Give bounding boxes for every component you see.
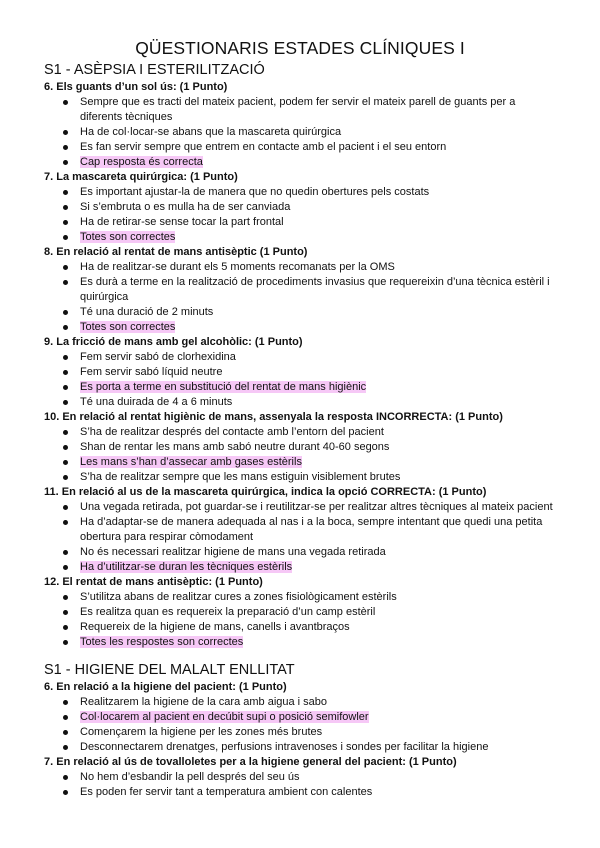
document-body [44, 62, 556, 800]
answer-text: Ha d’utilitzar-se duran les tècniques estèrils [80, 561, 293, 573]
answer-option [80, 470, 556, 485]
page-title: QÜESTIONARIS ESTADES CLÍNIQUES I [135, 38, 465, 58]
question-text: 7. La mascareta quirúrgica: (1 Punto) [44, 171, 238, 183]
answer-text: Una vegada retirada, pot guardar-se i reutilitzar-se per realitzar altres tècniques al mateix pacient [80, 501, 553, 513]
answer-option [80, 785, 556, 800]
question-text: 12. El rentat de mans antisèptic: (1 Punto) [44, 576, 263, 588]
answer-text: Començarem la higiene per les zones més brutes [80, 726, 323, 738]
answer-option [80, 695, 556, 710]
answer-option [80, 215, 556, 230]
answer-option [80, 545, 556, 560]
answer-option [80, 605, 556, 620]
answer-text: Fem servir sabó de clorhexidina [80, 351, 236, 363]
answer-list [44, 770, 556, 800]
answer-text: Totes son correctes [80, 231, 176, 243]
answer-text: No hem d’esbandir la pell després del seu ús [80, 771, 300, 783]
section-heading: S1 - ASÈPSIA I ESTERILITZACIÓ [44, 62, 265, 78]
answer-option-correct [80, 455, 556, 470]
answer-text: S’ha de realitzar sempre que les mans estiguin visiblement brutes [80, 471, 401, 483]
answer-list [44, 695, 556, 755]
answer-text: Ha de realitzar-se durant els 5 moments recomanats per la OMS [80, 261, 395, 273]
answer-option-correct [80, 320, 556, 335]
answer-option [80, 425, 556, 440]
answer-text: Ha de retirar-se sense tocar la part frontal [80, 216, 284, 228]
answer-text: Si s’embruta o es mulla ha de ser canviada [80, 201, 291, 213]
answer-text: Les mans s’han d’assecar amb gases estèrils [80, 456, 302, 468]
answer-option [80, 440, 556, 455]
answer-option [80, 740, 556, 755]
answer-option-correct [80, 635, 556, 650]
answer-text: Totes les respostes son correctes [80, 636, 244, 648]
question-text: 7. En relació al ús de tovalloletes per a la higiene general del pacient: (1 Punto) [44, 756, 457, 768]
answer-option [80, 125, 556, 140]
answer-text: Desconnectarem drenatges, perfusions intravenoses i sondes per facilitar la higiene [80, 741, 489, 753]
answer-text: Es poden fer servir tant a temperatura ambient con calentes [80, 786, 373, 798]
answer-text: S’ha de realitzar després del contacte amb l’entorn del pacient [80, 426, 384, 438]
answer-option-correct [80, 380, 556, 395]
answer-text: Es realitza quan es requereix la preparació d’un camp estèril [80, 606, 376, 618]
answer-text: Col·locarem al pacient en decúbit supi o posició semifowler [80, 711, 369, 723]
answer-text: Realitzarem la higiene de la cara amb aigua i sabo [80, 696, 328, 708]
answer-text: Fem servir sabó líquid neutre [80, 366, 223, 378]
question-text: 9. La fricció de mans amb gel alcohòlic: (1 Punto) [44, 336, 303, 348]
answer-text: Es durà a terme en la realització de procediments invasius que requereixin d’una tècnica estèril i quirúrgica [80, 276, 550, 303]
answer-option [80, 725, 556, 740]
answer-option [80, 620, 556, 635]
question-text: 11. En relació al us de la mascareta quirúrgica, indica la opció CORRECTA: (1 Punto) [44, 486, 487, 498]
question-text: 10. En relació al rentat higiènic de mans, assenyala la resposta INCORRECTA: (1 Punto) [44, 411, 503, 423]
answer-text: Es fan servir sempre que entrem en contacte amb el pacient i el seu entorn [80, 141, 447, 153]
section-heading: S1 - HIGIENE DEL MALALT ENLLITAT [44, 662, 295, 678]
answer-list [44, 500, 556, 575]
answer-list [44, 95, 556, 170]
answer-list [44, 590, 556, 650]
answer-option [80, 275, 556, 305]
answer-option [80, 200, 556, 215]
answer-option-correct [80, 710, 556, 725]
question-text: 6. En relació a la higiene del pacient: (1 Punto) [44, 681, 287, 693]
answer-text: Shan de rentar les mans amb sabó neutre durant 40-60 segons [80, 441, 390, 453]
question-text: 8. En relació al rentat de mans antisèptic (1 Punto) [44, 246, 308, 258]
answer-text: Cap resposta és correcta [80, 156, 203, 168]
answer-text: Té una duirada de 4 a 6 minuts [80, 396, 233, 408]
answer-option [80, 365, 556, 380]
answer-option [80, 140, 556, 155]
answer-option-correct [80, 560, 556, 575]
answer-option [80, 500, 556, 515]
answer-option [80, 395, 556, 410]
answer-option [80, 590, 556, 605]
answer-text: Té una duració de 2 minuts [80, 306, 214, 318]
answer-text: Sempre que es tracti del mateix pacient, podem fer servir el mateix parell de guants per a diferents tècniques [80, 96, 516, 123]
answer-list [44, 425, 556, 485]
answer-option [80, 185, 556, 200]
answer-option-correct [80, 155, 556, 170]
answer-text: S’utilitza abans de realitzar cures a zones fisiològicament estèrils [80, 591, 397, 603]
answer-option [80, 305, 556, 320]
answer-text: Totes son correctes [80, 321, 176, 333]
answer-list [44, 185, 556, 245]
answer-option [80, 770, 556, 785]
answer-option-correct [80, 230, 556, 245]
question-text: 6. Els guants d’un sol ús: (1 Punto) [44, 81, 228, 93]
answer-list [44, 260, 556, 335]
answer-text: Es porta a terme en substitució del rentat de mans higiènic [80, 381, 367, 393]
answer-option [80, 350, 556, 365]
answer-text: Requereix de la higiene de mans, canells i avantbraços [80, 621, 350, 633]
answer-option [80, 515, 556, 545]
answer-option [80, 95, 556, 125]
answer-text: Es important ajustar-la de manera que no quedin obertures pels costats [80, 186, 430, 198]
answer-list [44, 350, 556, 410]
answer-option [80, 260, 556, 275]
answer-text: Ha d’adaptar-se de manera adequada al nas i a la boca, sempre intentant que quedi una petita obertura para respirar còmodament [80, 516, 543, 543]
answer-text: Ha de col·locar-se abans que la mascareta quirúrgica [80, 126, 342, 138]
answer-text: No és necessari realitzar higiene de mans una vegada retirada [80, 546, 386, 558]
